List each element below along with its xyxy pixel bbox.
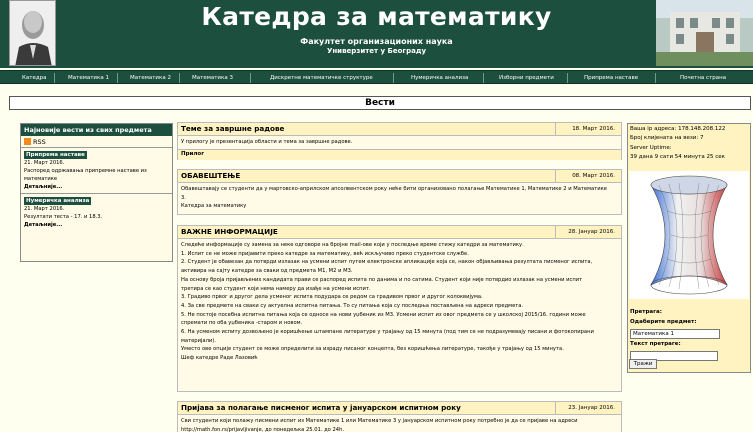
article-line: спремати по оба уџбеника -старом и новом. bbox=[181, 320, 303, 327]
faculty-name: Факултет организационих наука bbox=[300, 37, 453, 46]
nav-separator bbox=[179, 73, 180, 83]
article-date: 23. Јануар 2016. bbox=[555, 402, 621, 414]
main-navigation bbox=[0, 70, 753, 84]
search-text-label: Текст претраге: bbox=[630, 341, 681, 347]
news-item bbox=[21, 148, 172, 194]
site-title: Катедра за математику bbox=[201, 2, 552, 31]
nav-separator bbox=[655, 73, 656, 83]
nav-separator bbox=[483, 73, 484, 83]
news-item bbox=[21, 194, 172, 231]
header-banner bbox=[0, 0, 753, 68]
news-text: Распоред одржавања припремне наставе из математике bbox=[24, 168, 147, 182]
rss-icon bbox=[24, 138, 31, 145]
article-title: ОБАВЕШТЕЊЕ bbox=[181, 171, 241, 180]
article-line: 3. Градиво првог и другог дела усменог испита подудара се редом са градивом првог и другог колоквијума. bbox=[181, 294, 483, 301]
subject-label: Одаберите предмет: bbox=[630, 319, 697, 325]
nav-item-preparatory-classes[interactable]: Припрема наставе bbox=[584, 75, 639, 81]
news-date: 21. Март 2016. bbox=[24, 160, 65, 166]
nav-item-mathematics-1[interactable]: Математика 1 bbox=[68, 75, 109, 81]
article-line: Сви студенти који полажу писмени испит из Математике 1 или Математике 3 у јануарском испитном року потребно је да се пријаве на адреси bbox=[181, 418, 578, 424]
news-more-link[interactable]: Детаљније... bbox=[24, 184, 63, 190]
article-date: 08. Март 2016. bbox=[555, 170, 621, 182]
article-line: 4. За све предмете на сваки су актуелна испитна питања. То су питања која су последња постављена на адреси предмета. bbox=[181, 302, 524, 309]
article-line: Катедра за математику bbox=[181, 203, 247, 210]
search-button[interactable]: Тражи bbox=[629, 359, 657, 369]
article-line: 1. Испит се не може пријавити преко катедре за математику, већ искључиво преко студентске службе. bbox=[181, 250, 469, 257]
clients-count-text: Број клијената на вези: 7 bbox=[630, 135, 704, 142]
article-header bbox=[178, 170, 621, 183]
subject-select[interactable]: Математика 1 bbox=[630, 329, 720, 339]
article-line: Шеф катедре Раде Лазовић bbox=[181, 355, 258, 362]
article-line: 5. Не постоје посебна испитна питања која се односе на нови уџбеник из М3. Усмени испит из овог предмета се у школској 2015/16. години може bbox=[181, 311, 586, 318]
uptime-value: 39 дана 9 сати 54 минута 25 сек bbox=[630, 153, 725, 160]
news-article bbox=[177, 225, 622, 392]
nav-separator bbox=[393, 73, 394, 83]
hyperboloid-illustration bbox=[629, 171, 749, 299]
news-text: Резултати теста - 17. и 18.3. bbox=[24, 214, 103, 220]
nav-item-numerical-analysis[interactable]: Нумеричка анализа bbox=[411, 75, 469, 81]
article-line: Обавештавају се студенти да у мартовско-априлском апсолвентском року неће бити организовано полагање Математике 1, Математике 2 и Математике bbox=[181, 186, 607, 192]
news-more-link[interactable]: Детаљније... bbox=[24, 222, 63, 228]
article-body bbox=[178, 136, 621, 149]
article-header bbox=[178, 226, 621, 239]
article-title: Пријава за полагање писменог испита у јануарском испитном року bbox=[181, 403, 461, 412]
nav-separator bbox=[250, 73, 251, 83]
article-line: 3. bbox=[181, 194, 186, 201]
uptime-label: Server Uptime: bbox=[630, 144, 672, 151]
building-photo bbox=[656, 0, 753, 66]
article-body bbox=[178, 183, 621, 213]
article-header bbox=[178, 402, 621, 415]
news-article bbox=[177, 401, 622, 432]
article-title: ВАЖНЕ ИНФОРМАЦИЈЕ bbox=[181, 227, 278, 236]
article-line: На основу броја пријављених кандидата прави се распоред испита по данима и по сатима. Студент који није потврдио излазак на усмени испит bbox=[181, 276, 583, 283]
latest-news-panel bbox=[20, 123, 173, 262]
article-title: Теме за завршне радове bbox=[181, 124, 285, 133]
article-body bbox=[178, 415, 621, 432]
nav-item-department[interactable]: Катедра bbox=[22, 75, 47, 81]
rss-link[interactable] bbox=[21, 136, 172, 148]
nav-item-electives[interactable]: Изборни предмети bbox=[499, 75, 554, 81]
nav-separator bbox=[117, 73, 118, 83]
news-subject-tag[interactable]: Припрема наставе bbox=[26, 152, 85, 158]
article-body bbox=[178, 239, 621, 365]
nav-item-home[interactable]: Почетна страна bbox=[680, 75, 727, 81]
search-title: Претрага: bbox=[630, 309, 662, 315]
article-line: 6. На усменом испиту дозвољено је коришћење штампане литературе у трајању од 15 минута (под тим се не подразумевају писани и фотокопирани bbox=[181, 329, 594, 336]
news-article bbox=[177, 169, 622, 215]
university-name: Универзитет у Београду bbox=[326, 47, 427, 55]
article-line: У прилогу је презентација области и тема за завршне радове. bbox=[181, 139, 353, 145]
latest-news-heading: Најновије вести из свих предмета bbox=[21, 124, 172, 136]
article-line: Следеће информације су замена за неке одговоре на бројне mail-ове који у последње време стижу катедри за математику. bbox=[181, 242, 524, 248]
article-date: 18. Март 2016. bbox=[555, 123, 621, 135]
article-line: http://math.fon.rs/prijavljivanje, до понедељка 25.01. до 24h. bbox=[181, 426, 345, 432]
nav-item-mathematics-2[interactable]: Математика 2 bbox=[130, 75, 171, 81]
article-line: активира на сајту катедре за сваки од предмета М1, М2 и М3. bbox=[181, 268, 353, 275]
article-line: 2. Студент је обавезан да потврди излазак на усмени испит путем електронске апликације која се, након објављивања резултата писменог испита, bbox=[181, 259, 593, 266]
article-header bbox=[178, 123, 621, 136]
nav-separator bbox=[567, 73, 568, 83]
article-date: 28. Јануар 2016. bbox=[555, 226, 621, 238]
article-line: Уместо ове опције студент се може определити за израду писаног концепта, без коришћења литературе, такође у трајању од 15 минута. bbox=[181, 346, 564, 353]
nav-item-mathematics-3[interactable]: Математика 3 bbox=[192, 75, 233, 81]
news-article bbox=[177, 122, 622, 160]
ip-address-text: Ваша ip адреса: 178.148.208.122 bbox=[630, 126, 726, 132]
section-title: Вести bbox=[9, 96, 751, 110]
news-subject-tag[interactable]: Нумеричка анализа bbox=[26, 198, 90, 204]
nav-item-discrete-structures[interactable]: Дискретне математичке структуре bbox=[270, 75, 373, 81]
article-line: материјали). bbox=[181, 337, 216, 344]
nav-separator bbox=[54, 73, 55, 83]
article-line: третира се као студент који нема намеру да изађе на усмени испит. bbox=[181, 285, 371, 292]
info-search-panel bbox=[627, 123, 751, 373]
news-date: 21. Март 2016. bbox=[24, 206, 65, 212]
rss-label: RSS bbox=[33, 137, 46, 146]
article-attachment-link[interactable]: Прилог bbox=[178, 149, 621, 160]
